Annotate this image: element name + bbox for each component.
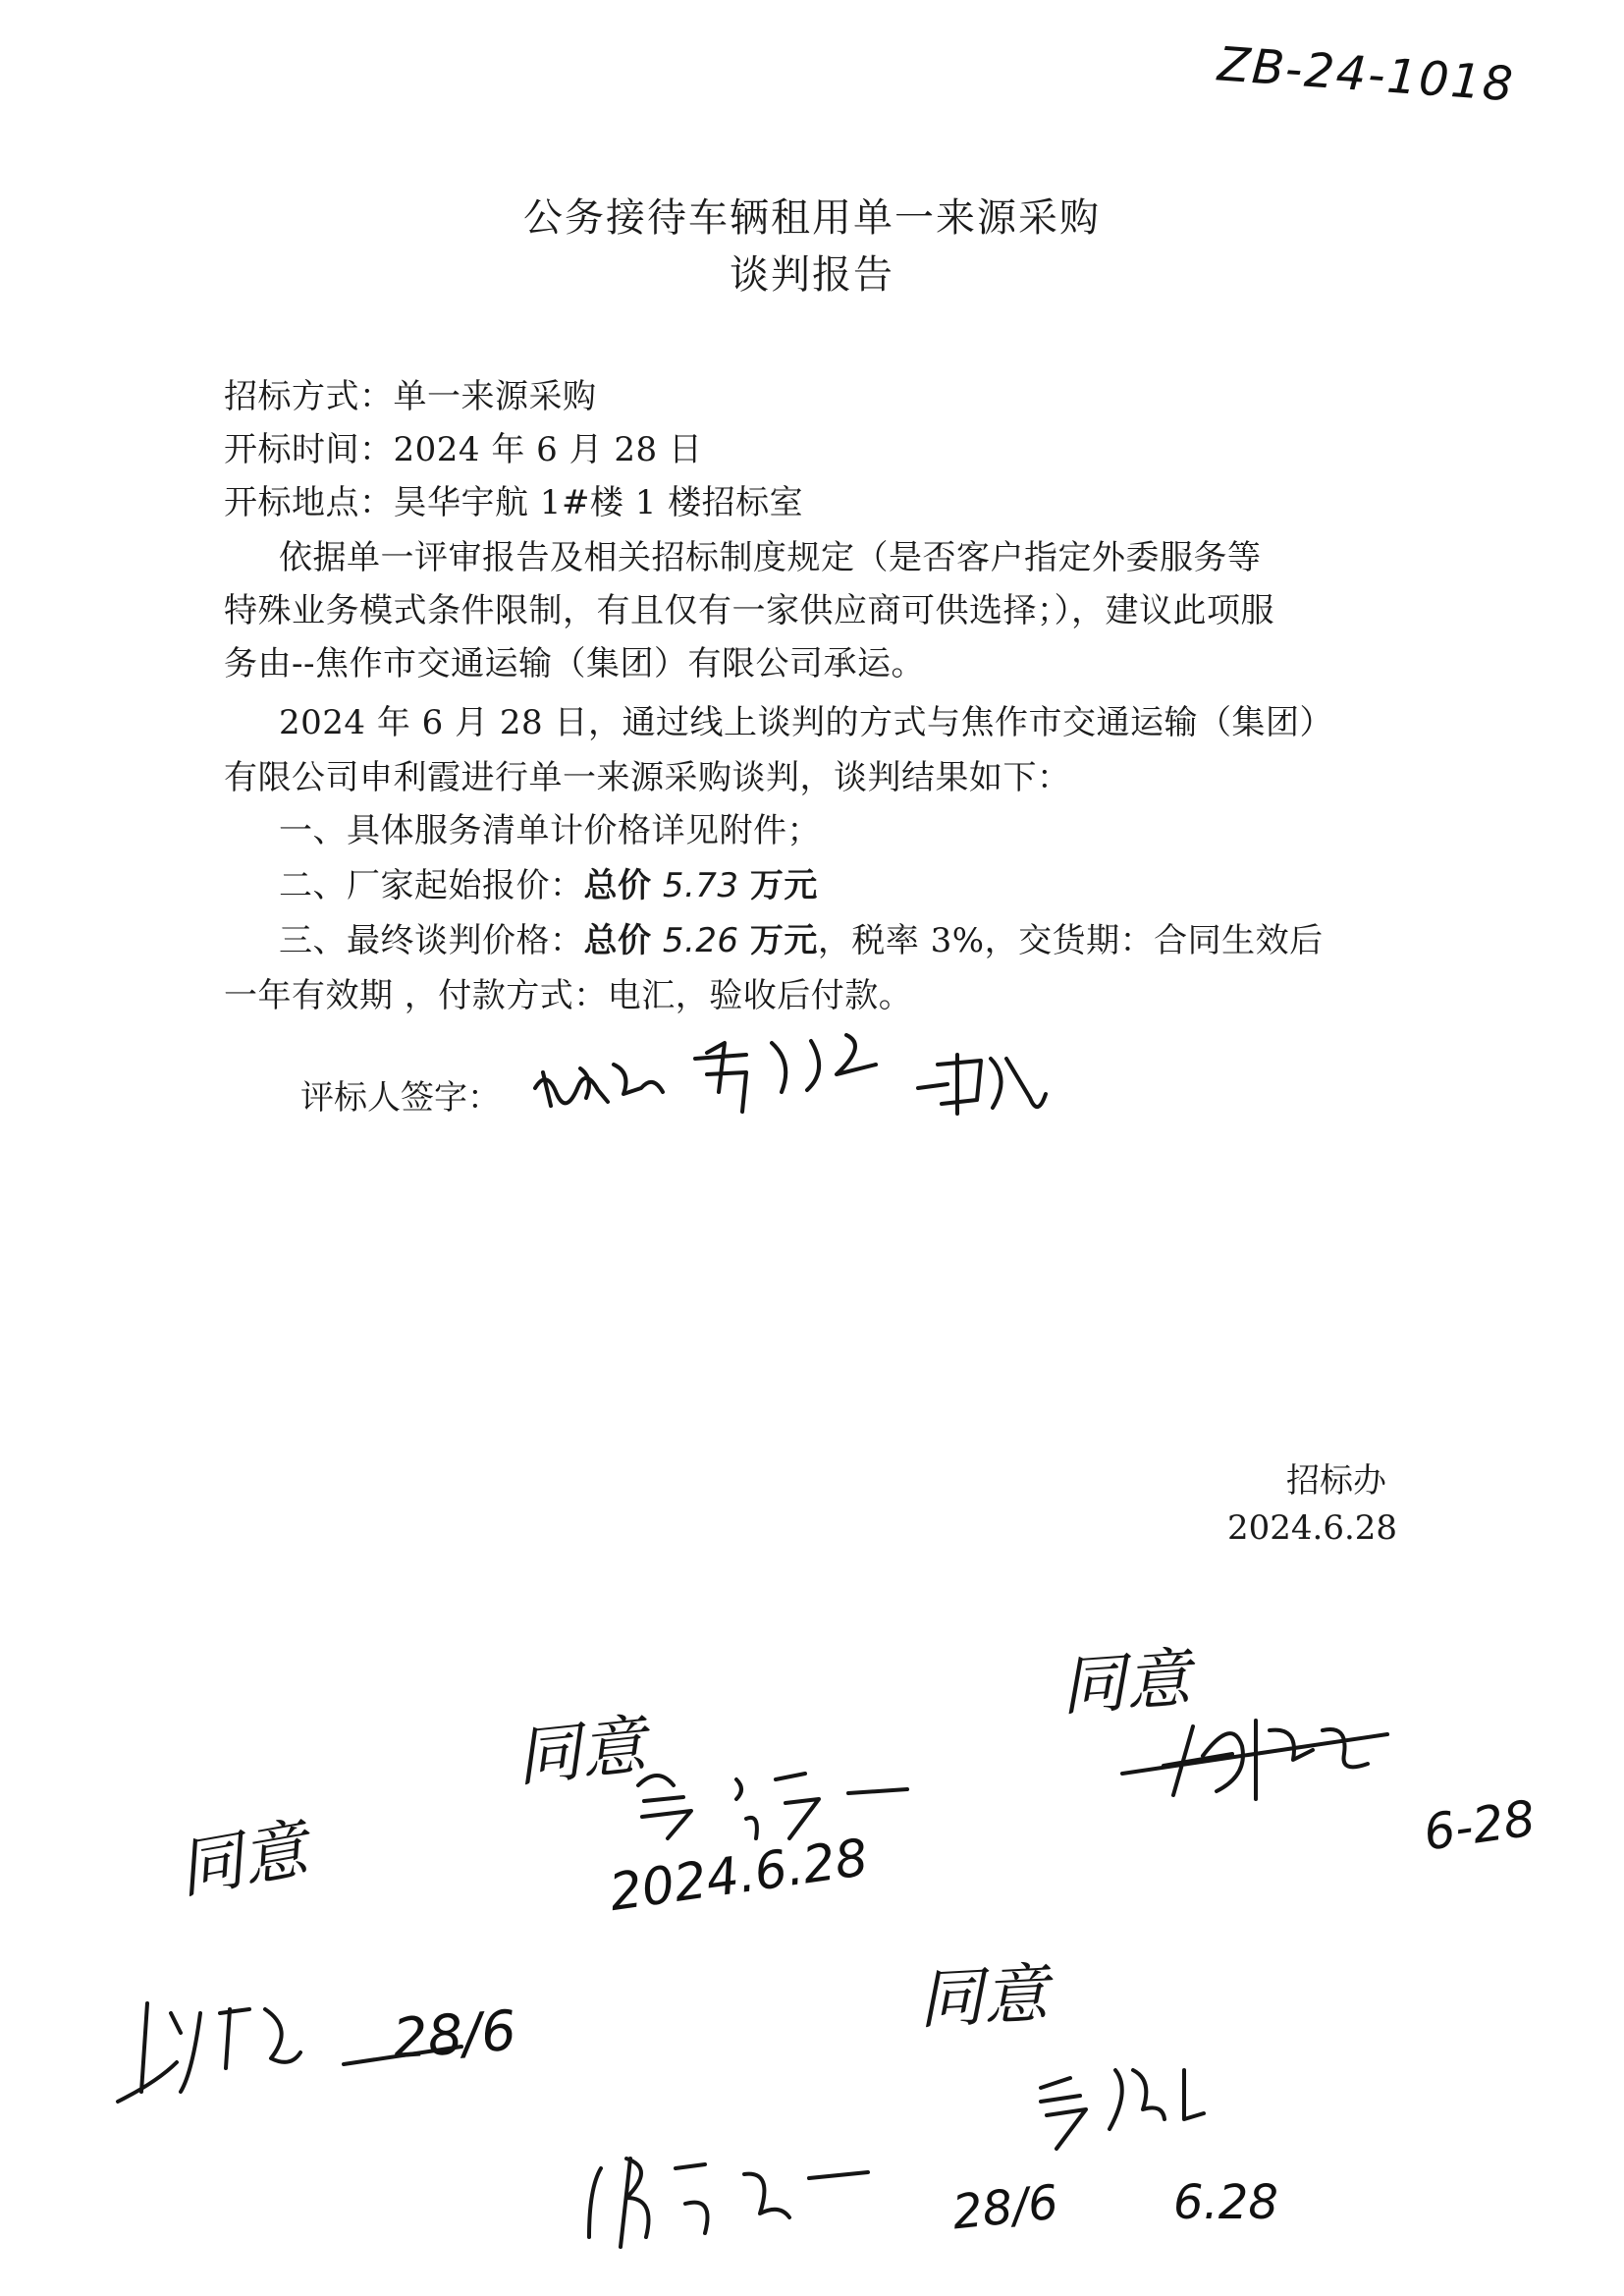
- field-value: 昊华宇航 1#楼 1 楼招标室: [393, 483, 804, 522]
- signature-label: 评标人签字：: [300, 1078, 501, 1118]
- approval-date-2: 6-28: [1420, 1789, 1539, 1862]
- paragraph-2-line-1: 2024 年 6 月 28 日，通过线上谈判的方式与焦作市交通运输（集团）: [279, 703, 1333, 742]
- signature-evaluator-2: [695, 1035, 876, 1112]
- office-date: 2024.6.28: [1227, 1508, 1398, 1548]
- signature-approver-4: [589, 2159, 868, 2247]
- signature-evaluator-3: [918, 1055, 1046, 1114]
- item-3-value: 5.26: [662, 921, 739, 960]
- result-item-2: [279, 858, 818, 906]
- paragraph-1-line-2: 特殊业务模式条件限制，有且仅有一家供应商可供选择；），建议此项服: [224, 591, 1274, 630]
- field-label: 开标时间：: [224, 430, 394, 469]
- signature-approver-3: [118, 2003, 300, 2102]
- signature-evaluator-1: [535, 1065, 663, 1106]
- approval-date-5: 28/6: [949, 2174, 1061, 2241]
- result-item-1: 一、具体服务清单计价格详见附件；: [279, 811, 821, 850]
- item-3-suffix: ，税率 3%，交货期：合同生效后: [817, 921, 1324, 960]
- signature-approver-1: [1122, 1721, 1387, 1799]
- document-number: ZB-24-1018: [1216, 36, 1517, 113]
- signature-approver-5: [1041, 2070, 1204, 2149]
- field-value: 2024 年 6 月 28 日: [393, 430, 703, 469]
- item-3-total-label: 总价: [583, 921, 652, 960]
- item-2-prefix: 二、厂家起始报价：: [279, 866, 584, 905]
- field-location: [224, 475, 803, 523]
- paragraph-2-line-2: 有限公司申利霞进行单一来源采购谈判，谈判结果如下：: [224, 758, 1071, 797]
- result-item-3-line-2: 一年有效期 ，付款方式：电汇，验收后付款。: [224, 976, 913, 1015]
- title-line-1: 公务接待车辆租用单一来源采购: [523, 195, 1101, 241]
- signature-approver-2: [638, 1774, 907, 1838]
- field-method: [224, 369, 597, 417]
- approval-text-4: 同意: [916, 1955, 1051, 2039]
- approval-date-3: 28/6: [390, 1998, 518, 2072]
- field-label: 招标方式：: [224, 377, 394, 416]
- office-name: 招标办: [1286, 1461, 1386, 1501]
- approval-date-1: 2024.6.28: [606, 1828, 872, 1924]
- paragraph-1-line-1: 依据单一评审报告及相关招标制度规定（是否客户指定外委服务等: [279, 538, 1262, 577]
- item-2-total-label: 总价: [583, 866, 652, 905]
- item-2-value: 5.73: [662, 866, 739, 905]
- item-2-unit: 万元: [749, 866, 818, 905]
- result-item-3: [279, 913, 1324, 961]
- field-label: 开标地点：: [224, 483, 394, 522]
- title-line-2: 谈判报告: [730, 252, 894, 298]
- item-3-prefix: 三、最终谈判价格：: [279, 921, 584, 960]
- item-3-unit: 万元: [749, 921, 818, 960]
- approval-text-2: 同意: [512, 1707, 650, 1796]
- approval-text-3: 同意: [172, 1811, 313, 1908]
- approval-date-4: 6.28: [1173, 2175, 1278, 2230]
- paragraph-1-line-3: 务由--焦作市交通运输（集团）有限公司承运。: [224, 644, 925, 683]
- approval-text-1: 同意: [1057, 1640, 1193, 1725]
- field-value: 单一来源采购: [393, 377, 597, 416]
- field-time: [224, 422, 702, 470]
